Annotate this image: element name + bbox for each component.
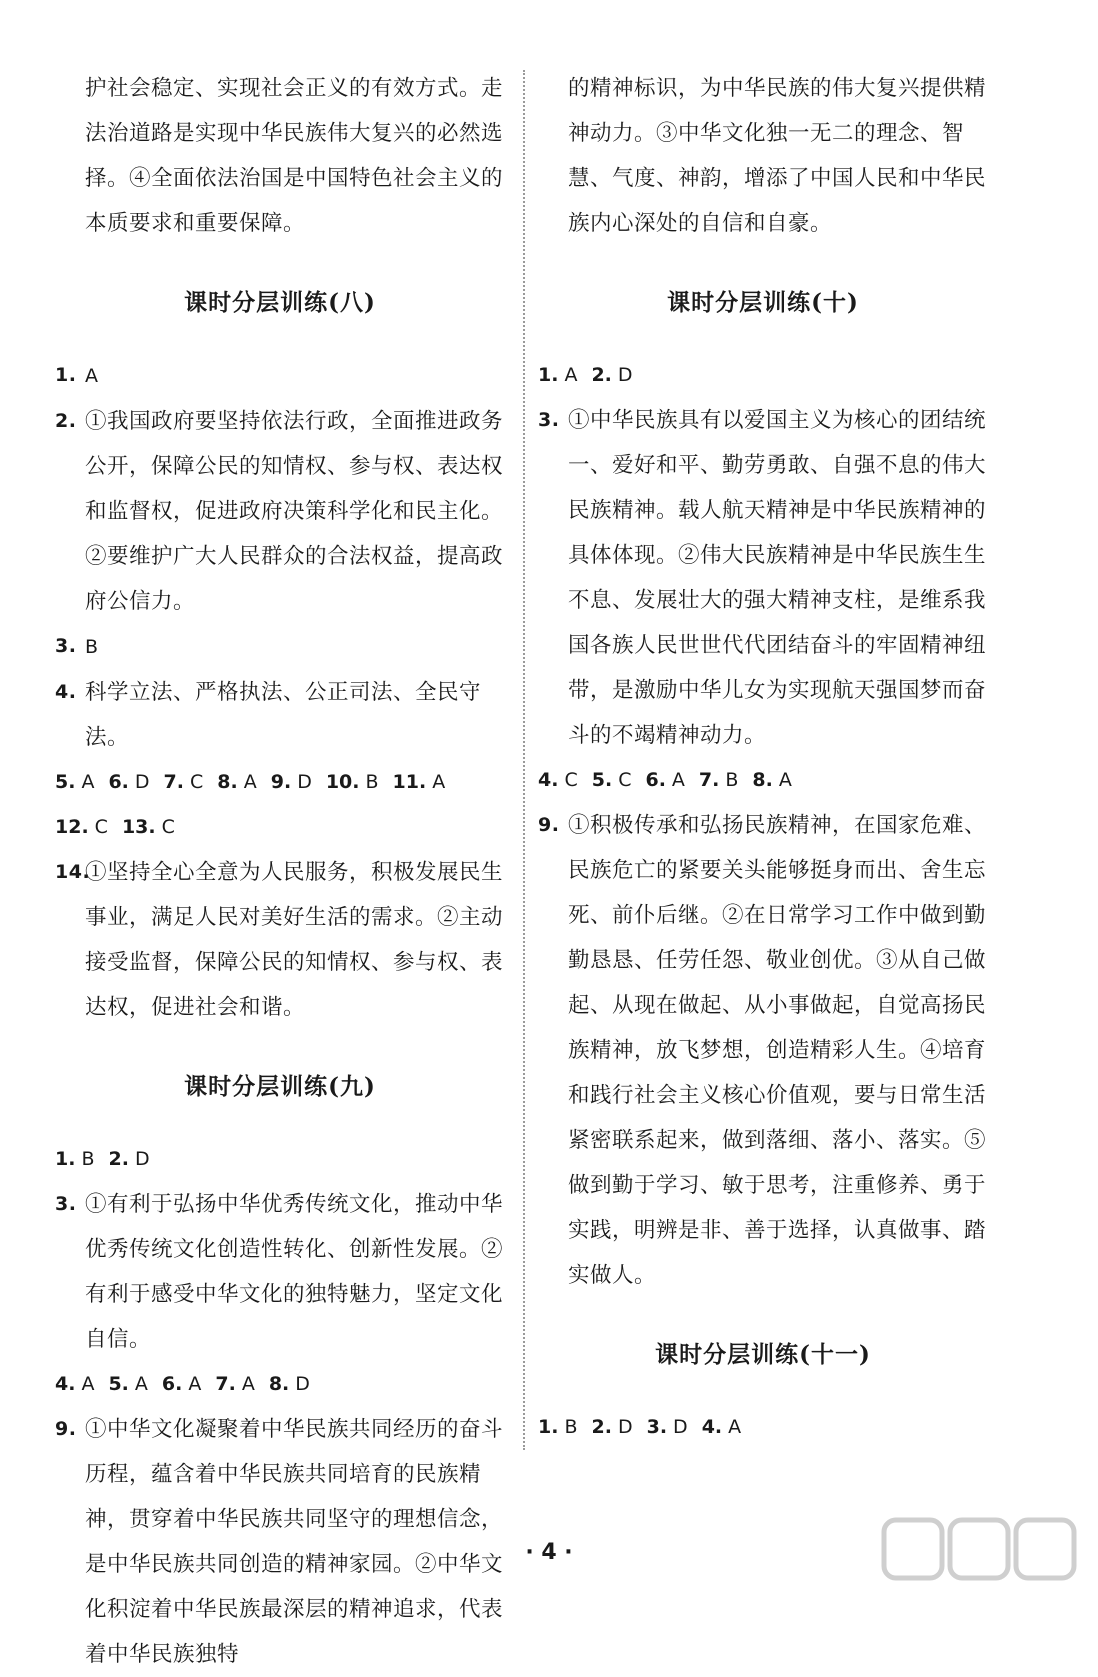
answer-letter: D	[134, 771, 150, 793]
answer-letter: D	[617, 1416, 633, 1438]
mc-answer	[269, 1373, 310, 1395]
answer-8-3: 3. B	[55, 635, 99, 658]
answer-letter: B	[725, 769, 739, 791]
answer-8-2: 2. ①我国政府要坚持依法行政，全面推进政务公开，保障公民的知情权、参与权、表达权和监督权，促进政府决策科学化和民主化。②要维护广大人民群众的合法权益，提高政府公信力。	[55, 409, 504, 614]
mc-answer	[702, 1416, 741, 1438]
answer-letter: A	[564, 364, 578, 386]
question-number: 5.	[108, 1373, 129, 1395]
mc-answer	[393, 771, 446, 793]
answer-letter: B	[81, 1148, 95, 1170]
question-number: 6.	[645, 769, 666, 791]
answer-10-9: 9. ①积极传承和弘扬民族精神，在国家危难、民族危亡的紧要关头能够挺身而出、舍生忘死、前仆后继。②在日常学习工作中做到勤勤恳恳、任劳任怨、敬业创优。③从自己做起、从现在做起、从小事做起，自觉高扬民族精神，放飞梦想，创造精彩人生。④培育和践行社会主义核心价值观，要与日常生活紧密联系起来，做到落细、落小、落实。⑤做到勤于学习、敏于思考，注重修养、勇于实践，明辨是非、善于选择，认真做事、踏实做人。	[538, 813, 987, 1288]
question-number: 9.	[270, 771, 292, 793]
question-number: 4.	[55, 1373, 76, 1395]
mc-row-10-b	[538, 758, 988, 803]
mc-answer	[538, 769, 578, 791]
section-title-11: 课时分层训练(十一)	[655, 1341, 871, 1368]
question-number: 1.	[55, 1148, 76, 1170]
question-number: 6.	[161, 1373, 183, 1395]
mc-row-9-b	[55, 1362, 505, 1407]
question-number: 11.	[392, 771, 427, 793]
question-number: 6.	[108, 771, 129, 793]
answer-letter: B	[564, 1416, 578, 1438]
answer-letter: A	[243, 771, 257, 793]
mc-answer	[55, 816, 108, 838]
left-column	[55, 66, 505, 1677]
left-intro-text: 护社会稳定、实现社会正义的有效方式。走法治道路是实现中华民族伟大复兴的必然选择。④全面依法治国是中国特色社会主义的本质要求和重要保障。	[85, 76, 504, 236]
section-title-8: 课时分层训练(八)	[184, 289, 376, 316]
mc-answer	[164, 771, 204, 793]
mc-answer	[591, 364, 632, 386]
question-number: 1.	[538, 364, 559, 386]
question-number: 8.	[268, 1373, 290, 1395]
mc-answer	[217, 771, 256, 793]
question-number: 4.	[538, 769, 559, 791]
mc-row-9-a	[55, 1137, 505, 1182]
answer-letter: D	[297, 771, 312, 793]
answer-letter: C	[564, 769, 578, 791]
answer-letter: D	[134, 1148, 150, 1170]
answer-letter: A	[81, 771, 95, 793]
mc-row-8-a	[55, 760, 505, 805]
mc-answer	[162, 1373, 201, 1395]
mc-answer	[122, 816, 175, 838]
answer-letter: A	[778, 769, 792, 791]
answer-letter: C	[618, 769, 632, 791]
answer-letter: A	[671, 769, 685, 791]
question-number: 7.	[698, 769, 720, 791]
mc-answer	[538, 1416, 578, 1438]
answer-letter: A	[134, 1373, 148, 1395]
question-number: 12.	[55, 816, 89, 838]
answer-9-3: 3. ①有利于弘扬中华优秀传统文化，推动中华优秀传统文化创造性转化、创新性发展。②有利于感受中华文化的独特魅力，坚定文化自信。	[55, 1192, 504, 1352]
mc-answer	[108, 1373, 147, 1395]
answer-letter: C	[190, 771, 204, 793]
mc-answer	[592, 769, 632, 791]
answer-letter: A	[81, 1373, 95, 1395]
answer-10-3: 3. ①中华民族具有以爱国主义为核心的团结统一、爱好和平、勤劳勇敢、自强不息的伟大民族精神。载人航天精神是中华民族精神的具体体现。②伟大民族精神是中华民族生生不息、发展壮大的强大精神支柱，是维系我国各族人民世世代代团结奋斗的牢固精神纽带，是激励中华儿女为实现航天强国梦而奋斗的不竭精神动力。	[538, 408, 987, 748]
answer-8-4: 4. 科学立法、严格执法、公正司法、全民守法。	[55, 680, 482, 750]
question-number: 7.	[163, 771, 184, 793]
page-number: · 4 ·	[525, 1540, 573, 1565]
mc-answer	[538, 364, 577, 386]
answer-letter: A	[728, 1416, 742, 1438]
question-number: 7.	[215, 1373, 236, 1395]
mc-row-11-a	[538, 1405, 988, 1450]
answer-letter: C	[161, 816, 175, 838]
question-number: 13.	[121, 816, 156, 838]
mc-answer	[326, 771, 379, 793]
question-number: 4.	[701, 1416, 723, 1438]
mc-answer	[55, 1373, 94, 1395]
mc-answer	[752, 769, 791, 791]
section-title-10: 课时分层训练(十)	[667, 289, 859, 316]
question-number: 8.	[752, 769, 773, 791]
mc-row-8-b	[55, 805, 505, 850]
answer-letter: C	[94, 816, 108, 838]
right-column	[538, 66, 988, 1450]
answer-letter: A	[432, 771, 446, 793]
mc-answer	[699, 769, 739, 791]
watermark-logo	[878, 1512, 1078, 1592]
answer-letter: D	[617, 364, 633, 386]
mc-answer	[55, 1148, 95, 1170]
mc-answer	[645, 769, 684, 791]
question-number: 8.	[217, 771, 238, 793]
mc-answer	[271, 771, 312, 793]
answer-letter: A	[188, 1373, 202, 1395]
question-number: 2.	[591, 1416, 612, 1438]
answer-letter: A	[241, 1373, 255, 1395]
answer-letter: B	[365, 771, 379, 793]
question-number: 5.	[55, 771, 76, 793]
question-number: 2.	[108, 1148, 129, 1170]
question-number: 1.	[538, 1416, 559, 1438]
answer-8-1: 1. A	[55, 364, 99, 387]
answer-letter: D	[295, 1373, 310, 1395]
mc-answer	[55, 771, 94, 793]
answer-letter: D	[673, 1416, 688, 1438]
right-intro-text: 的精神标识，为中华民族的伟大复兴提供精神动力。③中华文化独一无二的理念、智慧、气度、神韵，增添了中国人民和中华民族内心深处的自信和自豪。	[568, 76, 987, 236]
answer-9-9: 9. ①中华文化凝聚着中华民族共同经历的奋斗历程，蕴含着中华民族共同培育的民族精神，贯穿着中华民族共同坚守的理想信念，是中华民族共同创造的精神家园。②中华文化积淀着中华民族最深层的精神追求，代表着中华民族独特	[55, 1417, 504, 1667]
column-divider	[523, 70, 525, 1450]
mc-answer	[592, 1416, 633, 1438]
question-number: 2.	[591, 364, 612, 386]
mc-answer	[215, 1373, 254, 1395]
question-number: 10.	[325, 771, 360, 793]
mc-row-10-a	[538, 353, 988, 398]
mc-answer	[647, 1416, 688, 1438]
section-title-9: 课时分层训练(九)	[184, 1073, 376, 1100]
mc-answer	[108, 771, 149, 793]
question-number: 5.	[591, 769, 613, 791]
question-number: 3.	[646, 1416, 668, 1438]
mc-answer	[109, 1148, 150, 1170]
answer-8-14: 14. ①坚持全心全意为人民服务，积极发展民生事业，满足人民对美好生活的需求。②主动接受监督，保障公民的知情权、参与权、表达权，促进社会和谐。	[55, 860, 504, 1020]
